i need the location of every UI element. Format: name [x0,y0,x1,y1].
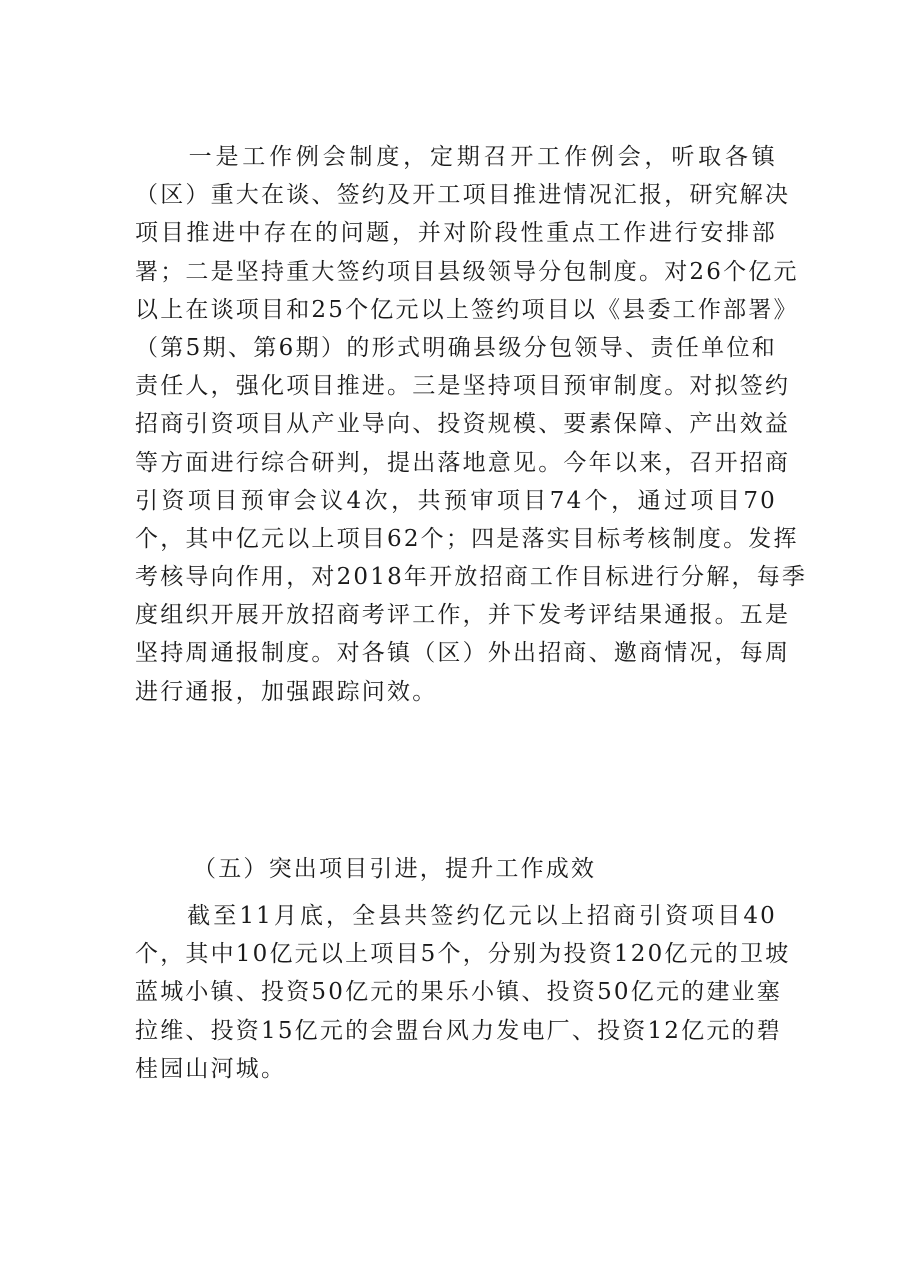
paragraph-line: 个，其中10亿元以上项目5个，分别为投资120亿元的卫坡 [135,941,791,968]
paragraph-line: 责任人，强化项目推进。三是坚持项目预审制度。对拟签约 [135,373,791,400]
paragraph-line: 引资项目预审会议4次，共预审项目74个，通过项目70 [135,487,777,514]
paragraph-line: 考核导向作用，对2018年开放招商工作目标进行分解，每季 [135,564,808,591]
paragraph-line: 蓝城小镇、投资50亿元的果乐小镇、投资50亿元的建业塞 [135,979,782,1006]
paragraph-line: 个，其中亿元以上项目62个；四是落实目标考核制度。发挥 [135,525,799,552]
paragraph-line: 度组织开展开放招商考评工作，并下发考评结果通报。五是 [135,602,791,629]
paragraph-work-systems [135,138,808,711]
paragraph-signed-projects [135,897,791,1088]
paragraph-line: （第5期、第6期）的形式明确县级分包领导、责任单位和 [135,334,777,361]
paragraph-line: 署；二是坚持重大签约项目县级领导分包制度。对26个亿元 [135,258,799,285]
paragraph-line: 一是工作例会制度，定期召开工作例会，听取各镇 [135,144,777,170]
paragraph-line: 进行通报，加强跟踪问效。 [135,678,438,705]
paragraph-line: 项目推进中存在的问题，并对阶段性重点工作进行安排部 [135,220,777,247]
paragraph-line: 坚持周通报制度。对各镇（区）外出招商、邀商情况，每周 [135,640,791,667]
section-heading [135,850,777,888]
paragraph-line: 以上在谈项目和25个亿元以上签约项目以《县委工作部署》 [135,296,799,323]
paragraph-line: 拉维、投资15亿元的会盟台风力发电厂、投资12亿元的碧 [135,1017,782,1044]
section-heading-text: （五）突出项目引进，提升工作成效 [193,856,597,882]
paragraph-line: 截至11月底，全县共签约亿元以上招商引资项目40 [135,903,777,929]
paragraph-line: 招商引资项目从产业导向、投资规模、要素保障、产出效益 [135,411,791,438]
paragraph-line: （区）重大在谈、签约及开工项目推进情况汇报，研究解决 [135,182,791,209]
paragraph-line: 等方面进行综合研判，提出落地意见。今年以来，召开招商 [135,449,791,476]
paragraph-line: 桂园山河城。 [135,1055,287,1082]
